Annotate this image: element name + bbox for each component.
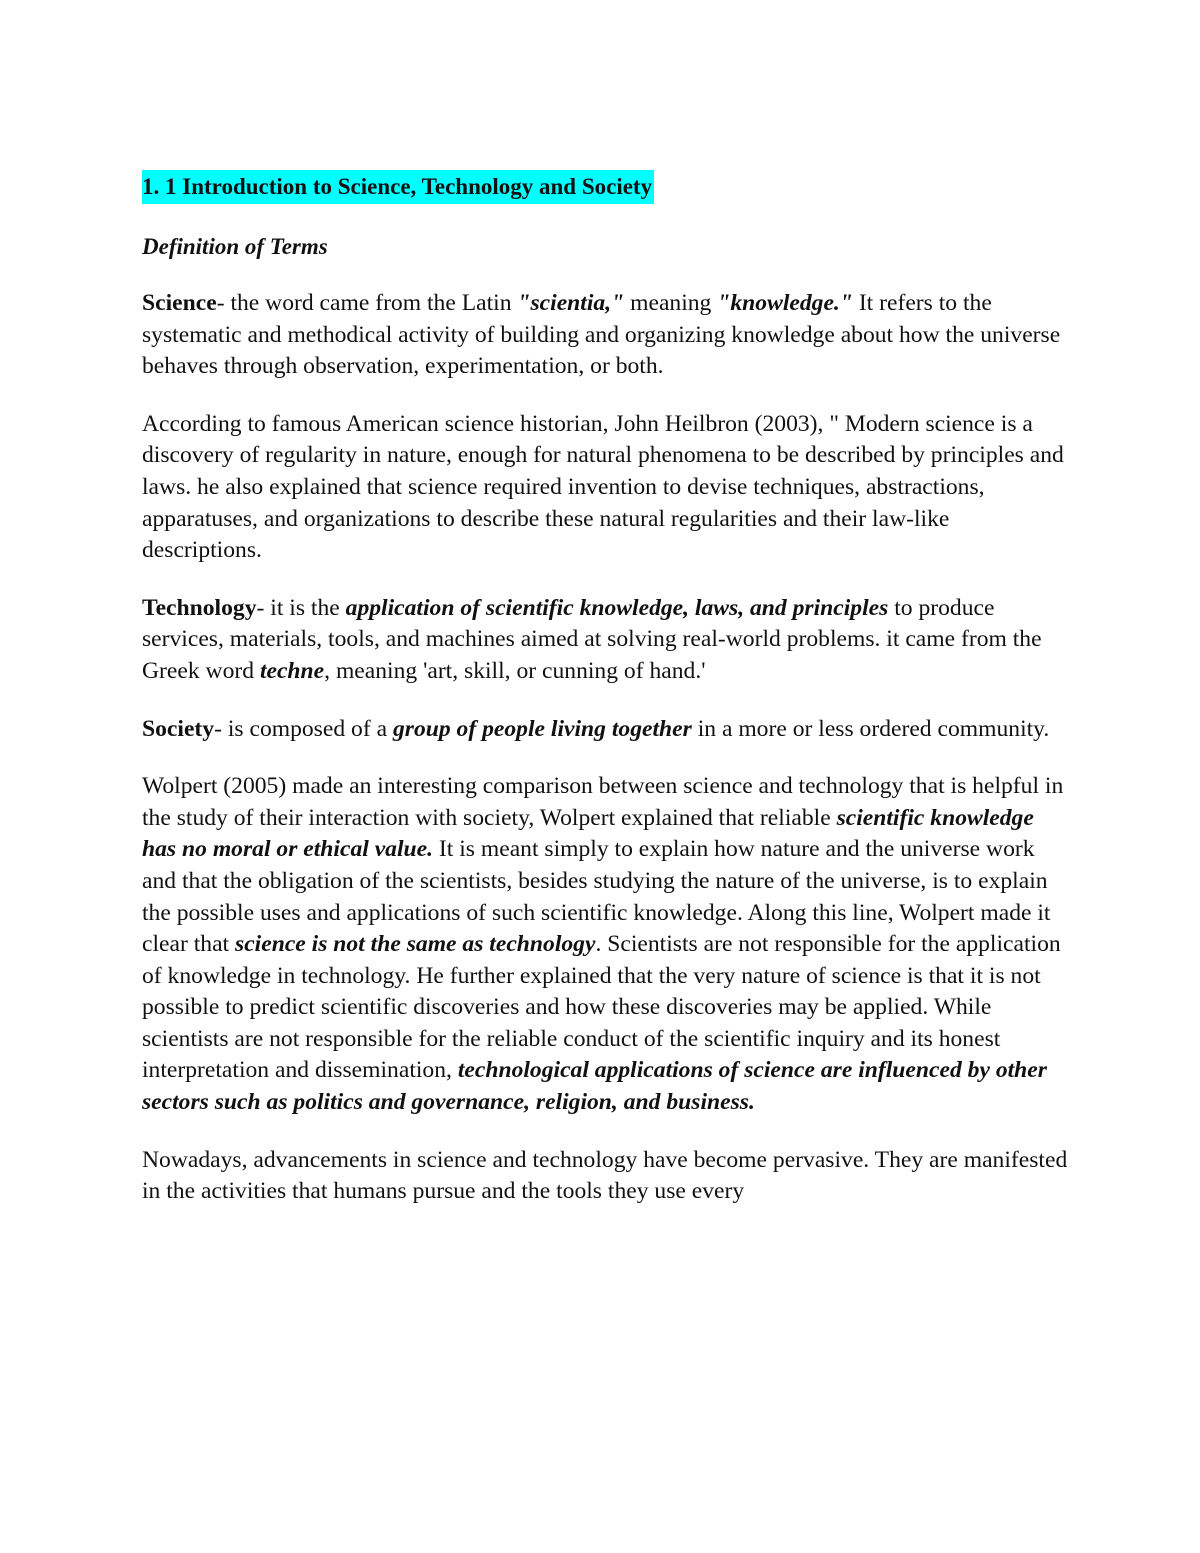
technology-text-2: to produce services, materials, tools, and machines aimed at solving real-world problems. it came from the Greek word xyxy=(142,594,1042,684)
society-emphasis: group of people living together xyxy=(392,715,692,742)
society-definition xyxy=(142,714,1072,746)
technology-emphasis-1: application of scientific knowledge, laws, and principles xyxy=(345,594,889,621)
wolpert-text-2: It is meant simply to explain how nature and the universe work and that the obligation of the scientists, besides studying the nature of the universe, is to explain the possible uses and applications of such scientific knowledge. Along this line, Wolpert made it clear that xyxy=(142,836,1051,958)
section-title: 1. 1 Introduction to Science, Technology and Society xyxy=(142,170,654,204)
wolpert-text-1: Wolpert (2005) made an interesting comparison between science and technology that is helpful in the study of their interaction with society, Wolpert explained that reliable xyxy=(142,773,1064,831)
technology-text-3: , meaning 'art, skill, or cunning of hand.' xyxy=(324,657,706,684)
wolpert-emphasis-1: scientific knowledge has no moral or ethical value. xyxy=(142,804,1034,863)
heilbron-paragraph: According to famous American science historian, John Heilbron (2003), " Modern science is a discovery of regularity in nature, enough for natural phenomena to be described by principles and laws. he also explained that science required invention to devise techniques, abstractions, apparatuses, and organizations to describe these natural regularities and their law-like descriptions. xyxy=(142,410,1064,564)
wolpert-paragraph xyxy=(142,771,1072,1119)
society-term: Society xyxy=(142,715,215,742)
section-title-wrap xyxy=(142,170,1072,204)
document-page xyxy=(142,170,1072,1208)
technology-emphasis-2: techne xyxy=(259,657,325,684)
science-term: Science xyxy=(142,290,217,316)
wolpert-emphasis-3: technological applications of science are influenced by other sectors such as politics and governance, religion, and business. xyxy=(142,1057,1047,1116)
science-text-2: meaning xyxy=(624,290,718,316)
nowadays-paragraph: Nowadays, advancements in science and technology have become pervasive. They are manifested in the activities that humans pursue and the tools they use every xyxy=(142,1146,1068,1205)
science-definition xyxy=(142,288,1072,383)
technology-definition xyxy=(142,593,1072,688)
wolpert-text-3: . Scientists are not responsible for the application of knowledge in technology. He further explained that the very nature of science is that it is not possible to predict scientific discoveries and how these discoveries may be applied. While scientists are not responsible for the reliable conduct of the scientific inquiry and its honest interpretation and dissemination, xyxy=(142,931,1061,1084)
definition-subheading: Definition of Terms xyxy=(142,234,328,259)
technology-text-1: - it is the xyxy=(256,594,346,621)
science-latin: "scientia," xyxy=(517,290,625,316)
science-text-3: It refers to the systematic and methodical activity of building and organizing knowledge about how the universe behaves through observation, experimentation, or both. xyxy=(142,290,1061,380)
science-text-1: - the word came from the Latin xyxy=(216,290,518,316)
science-meaning: "knowledge." xyxy=(717,290,853,316)
society-text-1: - is composed of a xyxy=(214,715,393,742)
society-text-2: in a more or less ordered community. xyxy=(691,715,1050,742)
technology-term: Technology xyxy=(142,594,257,621)
wolpert-emphasis-2: science is not the same as technology xyxy=(235,931,596,958)
